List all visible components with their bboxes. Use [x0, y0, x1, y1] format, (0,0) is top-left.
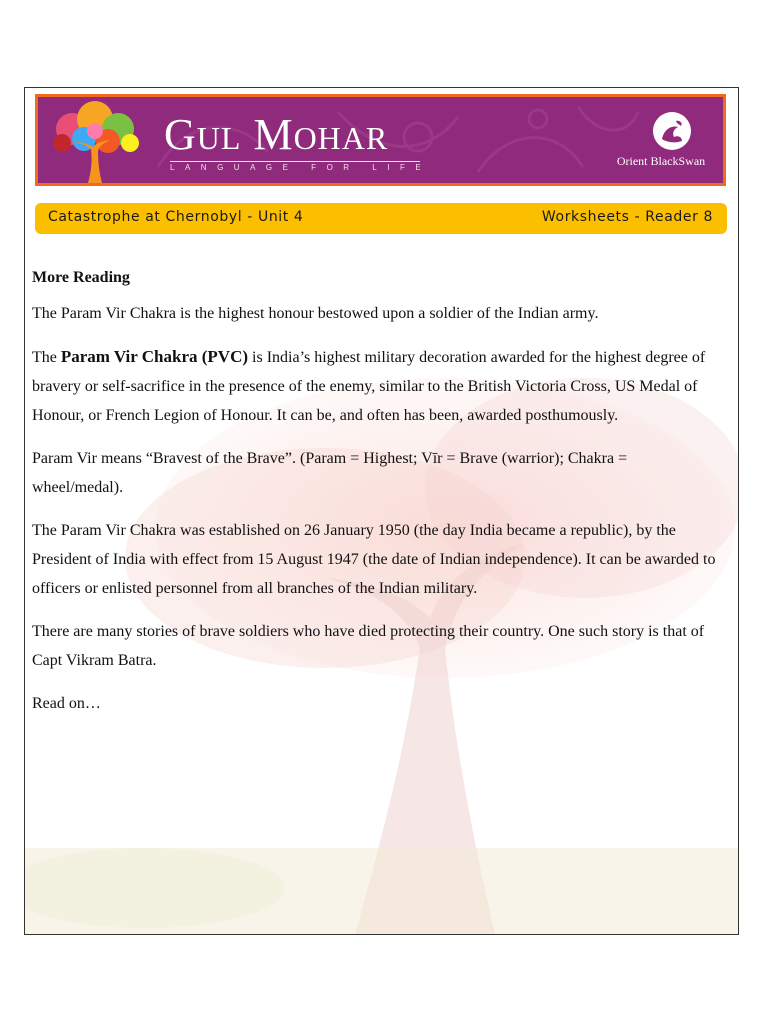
info-bar	[35, 203, 727, 234]
worksheet-label: Worksheets - Reader 8	[541, 209, 713, 225]
publisher-name: Orient BlackSwan	[616, 154, 706, 168]
paragraph-6: Read on…	[32, 695, 101, 712]
unit-title: Catastrophe at Chernobyl - Unit 4	[48, 209, 304, 225]
worksheet-page	[24, 87, 739, 935]
swan-logo-icon	[652, 111, 692, 151]
tree-logo-icon	[42, 99, 148, 183]
section-heading: More Reading	[32, 269, 130, 286]
paragraph-4: The Param Vir Chakra was established on 26 January 1950 (the day India became a republic), by the President of India with effect from 15 August 1947 (the date of Indian independence). It can be awarded to officers or enlisted personnel from all branches of the Indian military.	[32, 522, 716, 597]
paragraph-1: The Param Vir Chakra is the highest honour bestowed upon a soldier of the Indian army.	[32, 305, 599, 322]
pvc-bold-term: Param Vir Chakra (PVC)	[60, 347, 249, 366]
paragraph-2: The Param Vir Chakra (PVC) is India’s highest military decoration awarded for the highest degree of bravery or self-sacrifice in the presence of the enemy, similar to the British Victoria Cross, US Medal of Honour, or French Legion of Honour. It can be, and often has been, awarded posthumously.	[32, 347, 706, 424]
main-content	[32, 266, 722, 732]
paragraph-5: There are many stories of brave soldiers who have died protecting their country. One such story is that of Capt Vikram Batra.	[32, 623, 705, 669]
brand-title: GUL MOHAR	[164, 110, 389, 159]
brand-tagline: LANGUAGE FOR LIFE	[170, 163, 432, 172]
paragraph-3: Param Vir means “Bravest of the Brave”. (Param = Highest; Vīr = Brave (warrior); Chakra = wheel/medal).	[32, 450, 628, 496]
header-banner	[35, 94, 726, 186]
